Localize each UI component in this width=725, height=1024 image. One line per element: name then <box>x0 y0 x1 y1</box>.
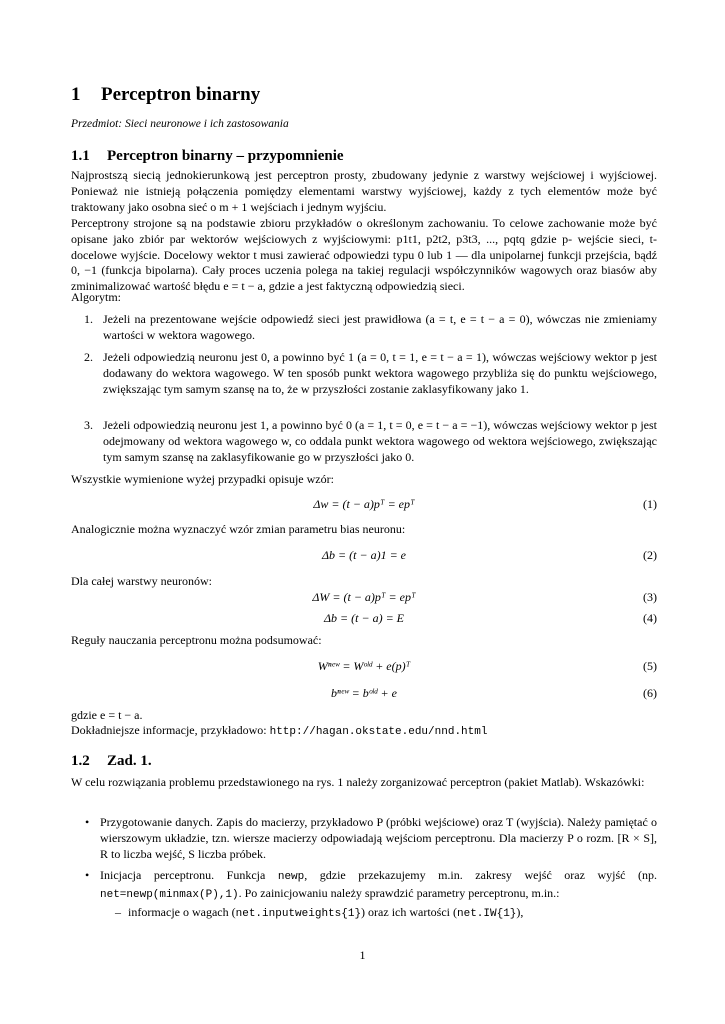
subsection-title: Zad. 1. <box>107 753 152 769</box>
subsection-heading-1 <box>71 148 344 165</box>
code-fragment: net.IW{1} <box>457 908 517 920</box>
equation-body: bⁿᵉʷ = bᵒˡᵈ + e <box>331 686 397 700</box>
code-fragment: newp <box>277 871 305 883</box>
bullet-marker: • <box>85 868 90 882</box>
equation-5 <box>71 659 657 675</box>
equation-number: (3) <box>643 590 657 604</box>
text-fragment: ) oraz ich wartości ( <box>361 905 457 919</box>
intro-paragraph-2: Perceptrony strojone są na podstawie zbioru przykładów o określonym zachowaniu. To celowe zachowanie może być opisane jako zbiór par wektorów wejściowych z wyjściowymi: p1t1, p2t2, p3t3, ..., pqtq gdzie p- wejście sieci, t-docelowe wyjście. Docelowy wektor t musi zawierać odpowiedzi typu 0 lub 1 — dla unipolarnej funkcji przejścia, bądź 0, −1 (funkcja bipolarna). Cały proces uczenia polega na takiej regulacji współczynników wagowych oraz biasów aby zminimalizować wartość błędu e = t − a, gdzie a jest faktyczną odpowiedzią sieci. <box>71 216 657 294</box>
equation-body: ΔW = (t − a)pᵀ = epᵀ <box>312 590 416 604</box>
algorithm-label: Algorytm: <box>71 290 121 304</box>
text-fragment: , gdzie przekazujemy m.in. zakresy wejść oraz wyjść (np. <box>304 868 657 882</box>
list-item-text <box>128 905 657 923</box>
task-paragraph: W celu rozwiązania problemu przedstawionego na rys. 1 należy zorganizować perceptron (pakiet Matlab). Wskazówki: <box>71 775 645 789</box>
subsection-heading-2 <box>71 753 152 770</box>
equation-6 <box>71 686 657 702</box>
equation-number: (6) <box>643 686 657 700</box>
list-item-text: Jeżeli na prezentowane wejście odpowiedź sieci jest prawidłowa (a = t, e = t − a = 0), wówczas nie zmieniamy wartości w wektora wagowego. <box>103 312 657 342</box>
bias-text: Analogicznie można wyznaczyć wzór zmian parametru bias neuronu: <box>71 522 406 536</box>
where-text: gdzie e = t − a. <box>71 708 143 722</box>
intro-paragraph-1: Najprostszą siecią jednokierunkową jest perceptron prosty, zbudowany jedynie z warstwy wejściowej i wyjściowej. Ponieważ nie istnieją połączenia pomiędzy elementami warstwy wyjściowej, każdy z tych elementów może być traktowany jako osobna sieć o m + 1 wejściach i jednym wyjściu. <box>71 168 657 214</box>
more-info-url[interactable]: http://hagan.okstate.edu/nnd.html <box>269 726 488 738</box>
equation-body: Δb = (t − a)1 = e <box>322 548 406 562</box>
sub-list-item <box>115 905 657 923</box>
list-marker: 1. <box>84 312 93 326</box>
list-marker: 3. <box>84 418 93 432</box>
list-item <box>87 815 657 862</box>
dash-marker: – <box>115 905 121 919</box>
equation-body: Δb = (t − a) = E <box>324 611 404 625</box>
text-fragment: Inicjacja perceptronu. Funkcja <box>100 868 278 882</box>
list-item-text: Jeżeli odpowiedzią neuronu jest 0, a powinno być 1 (a = 0, t = 1, e = t − a = 1), wówczas wejściowy wektor p jest dodawany do wektora wagowego. W ten sposób punkt wektora wagowego przybliża się do punktu wejściowego, zwiększając tym samym szansę na to, że w przyszłości zostanie zaklasyfikowany jako 1. <box>103 350 657 396</box>
section-number: 1 <box>71 84 81 105</box>
subsection-number: 1.2 <box>71 753 90 769</box>
equation-number: (1) <box>643 497 657 511</box>
layer-text: Dla całej warstwy neuronów: <box>71 574 212 588</box>
text-fragment: . Po zainicjowaniu należy sprawdzić parametry perceptronu, m.in.: <box>238 885 560 900</box>
rules-text: Reguły nauczania perceptronu można podsumować: <box>71 633 322 647</box>
section-heading <box>71 84 260 106</box>
equation-body: Δw = (t − a)pᵀ = epᵀ <box>313 497 415 511</box>
equation-number: (2) <box>643 548 657 562</box>
subsection-title: Perceptron binarny – przypomnienie <box>107 148 344 164</box>
subject-line: Przedmiot: Sieci neuronowe i ich zastosowania <box>71 118 289 130</box>
list-item <box>86 350 657 397</box>
text-fragment: ), <box>516 905 524 919</box>
equation-2 <box>71 548 657 564</box>
section-title: Perceptron binarny <box>101 84 261 105</box>
text-fragment: informacje o wagach ( <box>128 905 236 919</box>
list-item <box>86 418 657 465</box>
list-item-text: Przygotowanie danych. Zapis do macierzy, przykładowo P (próbki wejściowe) oraz T (wyjścia). Należy pamiętać o wierszowym układzie, tzn. wiersze macierzy odpowiadają wejściom perceptronu. Dla macierzy P o rozm. [R × S], R to liczba wejść, S liczba próbek. <box>100 815 657 861</box>
equation-1 <box>71 497 657 513</box>
equation-number: (4) <box>643 611 657 625</box>
list-marker: 2. <box>84 350 93 364</box>
code-fragment: net.inputweights{1} <box>235 908 362 920</box>
more-info-prefix: Dokładniejsze informacje, przykładowo: <box>71 723 270 737</box>
equation-4 <box>71 611 657 627</box>
more-info-line <box>71 723 657 741</box>
equation-number: (5) <box>643 659 657 673</box>
bullet-marker: • <box>85 815 90 829</box>
equation-body: Wⁿᵉʷ = Wᵒˡᵈ + e(p)ᵀ <box>317 659 411 673</box>
list-item-text <box>100 868 657 904</box>
equation-3 <box>71 590 657 606</box>
all-cases-text: Wszystkie wymienione wyżej przypadki opisuje wzór: <box>71 472 334 486</box>
subsection-number: 1.1 <box>71 148 90 164</box>
list-item <box>87 868 657 904</box>
list-item <box>86 312 657 344</box>
code-fragment: net=newp(minmax(P),1) <box>100 888 239 901</box>
page-number: 1 <box>359 948 366 962</box>
list-item-text: Jeżeli odpowiedzią neuronu jest 1, a powinno być 0 (a = 1, t = 0, e = t − a = −1), wówczas wejściowy wektor p jest odejmowany od wektora wagowego w, co oddala punkt wektora wagowego od wektora wejściowego, zwiększając tym samym szansę na zaklasyfikowanie go w przyszłości jako 0. <box>103 418 657 464</box>
